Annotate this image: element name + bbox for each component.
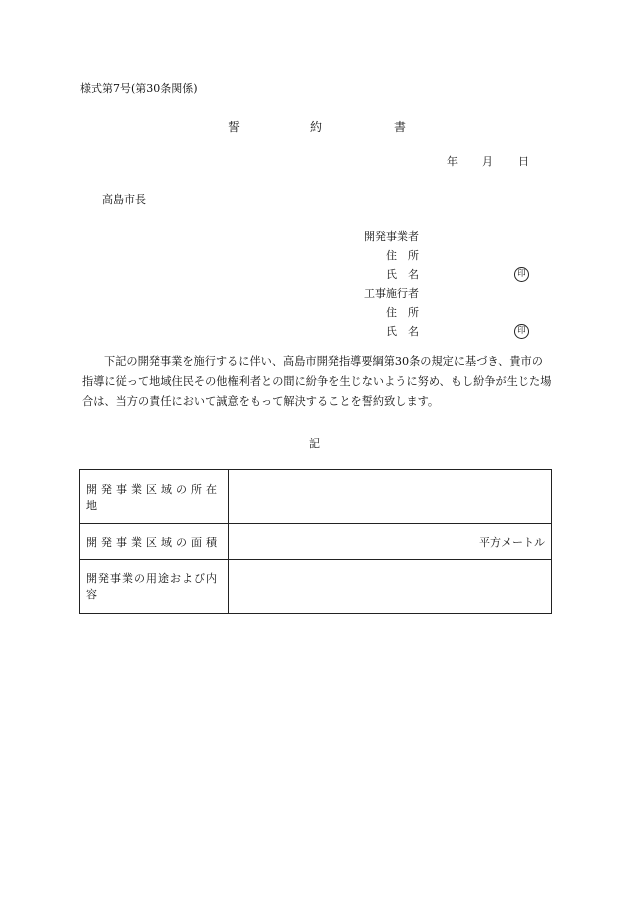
- area-label: 開発事業区域の面積: [80, 524, 229, 560]
- seal-char: 印: [514, 324, 529, 339]
- area-value[interactable]: 平方メートル: [229, 524, 552, 560]
- contractor-address-label: 住 所: [386, 306, 419, 319]
- title-char-1: 誓: [228, 120, 241, 134]
- developer-name-label: 氏 名: [386, 268, 419, 281]
- seal-char: 印: [514, 267, 529, 282]
- date-day-label: 日: [518, 155, 529, 168]
- title-char-3: 書: [394, 120, 407, 134]
- purpose-value[interactable]: [229, 560, 552, 614]
- contractor-label: 工事施行者: [364, 287, 419, 300]
- table-row: [80, 470, 552, 524]
- developer-seal-icon: [514, 266, 529, 282]
- date-year-label: 年: [447, 155, 458, 168]
- project-info-table: [79, 469, 552, 614]
- ki-heading: 記: [309, 437, 320, 450]
- purpose-label: 開発事業の用途および内容: [80, 560, 229, 614]
- location-label: 開発事業区域の所在地: [80, 470, 229, 524]
- title-char-2: 約: [310, 120, 323, 134]
- developer-label: 開発事業者: [364, 230, 419, 243]
- developer-address-label: 住 所: [386, 249, 419, 262]
- location-value[interactable]: [229, 470, 552, 524]
- date-month-label: 月: [482, 155, 493, 168]
- pledge-paragraph: 下記の開発事業を施行するに伴い、高島市開発指導要綱第30条の規定に基づき、貴市の指導に従って地域住民その他権利者との間に紛争を生じないように努め、もし紛争が生じた場合は、当方の責任において誠意をもって解決することを誓約致します。: [82, 355, 552, 408]
- form-number: 様式第7号(第30条関係): [80, 82, 198, 95]
- table-row: [80, 560, 552, 614]
- contractor-seal-icon: [514, 323, 529, 339]
- addressee: 高島市長: [102, 193, 146, 206]
- table-row: [80, 524, 552, 560]
- contractor-name-label: 氏 名: [386, 325, 419, 338]
